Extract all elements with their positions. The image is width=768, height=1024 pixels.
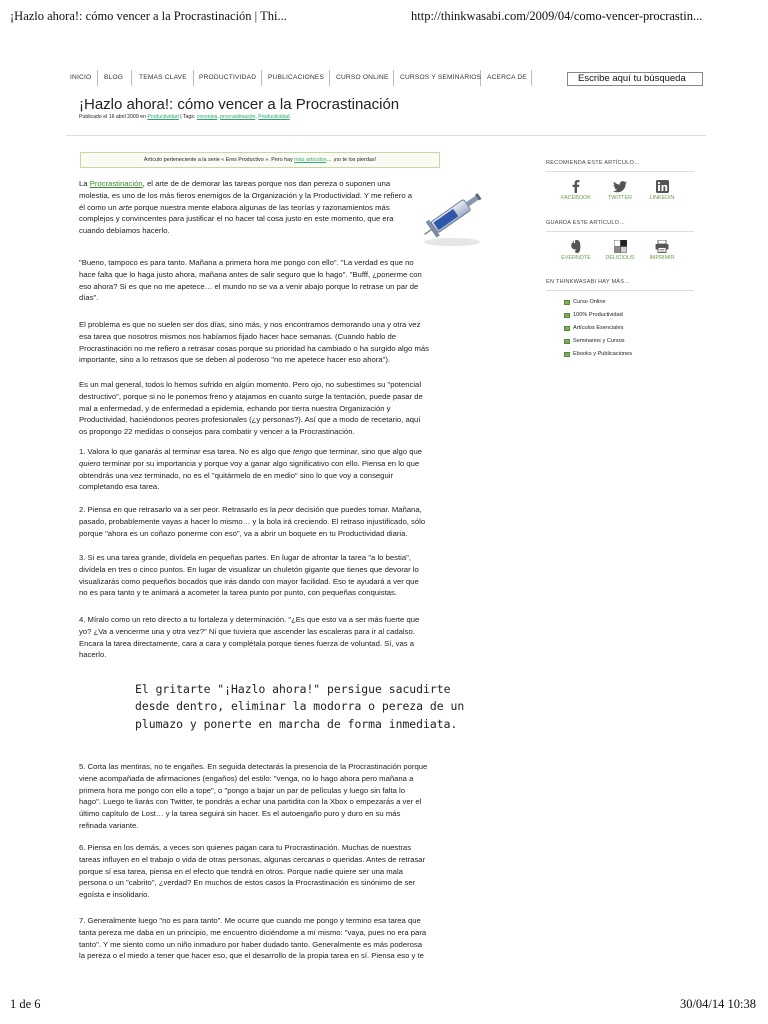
- share-linkedin-button[interactable]: [644, 180, 680, 201]
- paragraph-tip-7: 7. Generalmente luego "no es para tanto". Me ocurre que cuando me pongo y termino esa tarea que tanta pereza me daba en un principio, me encuentro diciéndome a mí mismo: "vaya, pues no era para tanto". Y me siento como un niño inmaduro por haber dudado tanto. Generalmente es más poderosa la pereza o el miedo a tener que hacer eso, que el desarrollo de la propia tarea en sí. Piensa eso y te: [79, 916, 427, 961]
- printer-icon: [655, 240, 669, 253]
- page-count: 1 de 6: [10, 997, 41, 1011]
- nav-item-temas-clave[interactable]: TEMAS CLAVE: [139, 70, 194, 86]
- bullet-icon: [564, 339, 570, 344]
- evernote-label: EVERNOTE: [561, 255, 591, 261]
- more-item-productividad[interactable]: 100% Productividad: [573, 312, 623, 318]
- sidebar-divider: [546, 171, 694, 172]
- imprimir-label: IMPRIMIR: [649, 255, 675, 261]
- more-heading: EN THINKWASABI HAY MÁS…: [546, 279, 630, 285]
- share-facebook-button[interactable]: [558, 180, 594, 201]
- bullet-icon: [564, 313, 570, 318]
- bullet-icon: [564, 326, 570, 331]
- print-header: [10, 9, 756, 29]
- post-meta: Publicado el 16 abril 2009 en Productividad | Tags: consejos, procrastinación, Productividad: [79, 114, 290, 120]
- share-twitter-button[interactable]: [602, 180, 638, 201]
- save-heading: GUARDA ESTE ARTÍCULO…: [546, 220, 626, 226]
- series-prefix: Artículo perteneciente a la serie « Eres Productivo ». Pero hay: [143, 157, 295, 163]
- nav-item-publicaciones[interactable]: PUBLICACIONES: [268, 70, 330, 86]
- meta-category-link[interactable]: Productividad: [147, 114, 179, 120]
- nav-item-acerca-de[interactable]: ACERCA DE: [487, 70, 532, 86]
- paragraph-intro: La Procrastinación, el arte de de demorar las tareas porque nos dan pereza o suponen una molestia, es uno de los más fieros enemigos de la Organización y la Productividad. Y me refiero a él como un arte porque nuestra mente elabora algunas de las teorías y razonamientos más complejos y convincentes para justificar el no hacer tal cosa justo en este momento, que era cuando debíamos hacerlo.: [79, 179, 413, 236]
- twitter-icon: [613, 181, 627, 193]
- paragraph-tip-2: 2. Piensa en que retrasarlo va a ser peor. Retrasarlo es la peor decisión que puedes tomar. Mañana, pasado, probablemente vayas a hacer lo mismo… y la bola irá creciendo. El retraso injustificado, sólo porque "ahora es un coñazo ponerme con eso", va a abrir un boquete en tu Productividad diaria.: [79, 505, 426, 538]
- paragraph-tip-3: 3. Si es una tarea grande, divídela en pequeñas partes. En lugar de afrontar la tarea "a lo bestia", divídela en tres o cinco puntos. En lugar de visualizar un chuletón gigante que tienes que devorar lo visualizarás como pequeños bocados que irás dando con mayor facilidad. Eso te ayudará a ver que no es para tanto y te animará a acometer la tarea punto por punto, con pequeñas conquistas.: [79, 553, 419, 598]
- paragraph-4: Es un mal general, todos lo hemos sufrido en algún momento. Pero ojo, no subestimes su "potencial destructivo", porque si no le ponemos freno y atajamos en cuanto surge la tentación, puede pasar de mal a enfermedad, y de enfermedad a epidemia, echando por tierra nuestra Organización y Productividad, haciéndonos peores profesionales (¿y personas?). Así que a modo de recetario, aquí os propongo 22 medidas o consejos para combatir y vencer a la Procrastinación.: [79, 380, 423, 437]
- save-evernote-button[interactable]: [558, 240, 594, 261]
- bullet-icon: [564, 352, 570, 357]
- paragraph-2: "Bueno, tampoco es para tanto. Mañana a primera hora me pongo con ello". "La verdad es que no hace falta que lo haga justo ahora, mañana antes de salir seguro que lo hago". "Bufff, ¿ponerme con eso ahora? Si es que no me apetece… el mundo no se va a venir abajo porque lo retrase un par de días".: [79, 258, 422, 303]
- print-url: http://thinkwasabi.com/2009/04/como-vencer-procrastin...: [411, 9, 703, 23]
- paragraph-tip-4: 4. Míralo como un reto directo a tu fortaleza y determinación. "¿Es que esto va a ser más fuerte que yo? ¿Va a vencerme una y otra vez?" Ni que tuviera que ascender las escaleras para ir al cadalso. Encara la tarea directamente, cara a cara y complétala porque tienes fuerza de voluntad. Sí, vas a hacerlo.: [79, 615, 420, 660]
- more-item-articulos-esenciales[interactable]: Artículos Esenciales: [573, 325, 624, 331]
- delicious-label: DELICIOUS: [605, 255, 635, 261]
- print-button[interactable]: [644, 240, 680, 261]
- paragraph-tip-1: 1. Valora lo que ganarás al terminar esa tarea. No es algo que tengo que terminar, sino que algo que quiero terminar por su importancia y porque voy a ganar algo significativo con ello. Piensa en lo que obtendrás una vez terminado, no es el "quitármelo de en medio" sino lo que voy a conseguir completando esa tarea.: [79, 447, 423, 492]
- procrastinacion-link[interactable]: Procrastinación: [89, 179, 143, 188]
- print-datetime: 30/04/14 10:38: [679, 997, 756, 1011]
- print-page-title: ¡Hazlo ahora!: cómo vencer a la Procrastinación | Thi...: [10, 9, 287, 23]
- series-more-link[interactable]: más artículos: [294, 157, 327, 163]
- linkedin-label: LINKEDIN: [649, 195, 675, 201]
- pull-quote: El gritarte "¡Hazlo ahora!" persigue sacudirte desde dentro, eliminar la modorra o pereza de un plumazo y ponerte en marcha de forma inmediata.: [135, 682, 465, 731]
- series-suffix: … ¡no te los pierdas!: [326, 157, 377, 163]
- sidebar-divider: [546, 231, 694, 232]
- meta-tag-link[interactable]: Productividad: [258, 114, 290, 120]
- paragraph-tip-6: 6. Piensa en los demás, a veces son quienes pagan cara tu Procrastinación. Muchas de nuestras tareas influyen en el trabajo o vida de otras personas, algunas cercanas o queridas. Antes de retrasar porque sí esa tarea, piensa en el efecto que tendrá en otros. Porque nadie quiere ser una mala persona o un "cabrito", ¿verdad? En muchos de estos casos la Procrastinación es sinónimo de ser egoísta e insolidario.: [79, 843, 426, 900]
- meta-tags-label: | Tags:: [178, 114, 197, 120]
- nav-item-blog[interactable]: BLOG: [104, 70, 132, 86]
- meta-date: Publicado el 16 abril 2009 en: [79, 114, 148, 120]
- more-item-ebooks[interactable]: Ebooks y Publicaciones: [573, 351, 633, 357]
- nav-item-curso-online[interactable]: CURSO ONLINE: [336, 70, 394, 86]
- title-divider: [66, 135, 706, 136]
- delicious-icon: [614, 240, 627, 253]
- meta-tag-link[interactable]: consejos: [196, 114, 218, 120]
- nav-item-inicio[interactable]: INICIO: [70, 70, 98, 86]
- syringe-image: [416, 178, 494, 248]
- evernote-icon: [570, 240, 582, 253]
- save-delicious-button[interactable]: [602, 240, 638, 261]
- search-input[interactable]: Escribe aquí tu búsqueda: [567, 72, 703, 86]
- sidebar-divider: [546, 290, 694, 291]
- linkedin-icon: [656, 180, 669, 193]
- print-footer: [10, 997, 756, 1015]
- facebook-icon: [570, 180, 582, 193]
- meta-tag-link[interactable]: procrastinación: [220, 114, 256, 120]
- more-item-seminarios[interactable]: Seminarios y Cursos: [573, 338, 625, 344]
- nav-item-productividad[interactable]: PRODUCTIVIDAD: [199, 70, 262, 86]
- facebook-label: FACEBOOK: [561, 195, 591, 201]
- recommend-heading: RECOMIENDA ESTE ARTÍCULO…: [546, 160, 640, 166]
- series-notice: [80, 152, 440, 168]
- paragraph-tip-5: 5. Corta las mentiras, no te engañes. En seguida detectarás la presencia de la Procrastinación porque viene acompañada de afirmaciones (engaños) del estilo: "venga, no lo hago ahora pero mañana a primera hora me pongo con ello a tope", o "pongo a bajar un par de películas y luego sin falta lo hago". Luego te liarás con Twitter, te pondrás a echar una partidita con la Xbox o empezarás a ver el último capítulo de Lost… y la tarea seguirá sin hacer. Es el autoengaño puro y duro en su más refinada variante.: [79, 762, 428, 830]
- bullet-icon: [564, 300, 570, 305]
- paragraph-3: El problema es que no suelen ser dos días, sino más, y nos encontramos demorando una y otra vez esa tarea que nosotros mismos nos habíamos fijado hacer hace semanas. (Cuando hablo de Procrastinación no me refiero a retrasar cosas porque su prioridad ha cambiado o ha surgido algo más importante, sino a lo retrasos que se deben al poderoso "no me apetece hacer eso ahora").: [79, 320, 429, 365]
- twitter-label: TWITTER: [608, 195, 632, 201]
- more-item-curso-online[interactable]: Curso Online: [573, 299, 606, 305]
- page-title: ¡Hazlo ahora!: cómo vencer a la Procrastinación: [79, 96, 400, 113]
- nav-item-cursos-seminarios[interactable]: CURSOS Y SEMINARIOS: [400, 70, 481, 86]
